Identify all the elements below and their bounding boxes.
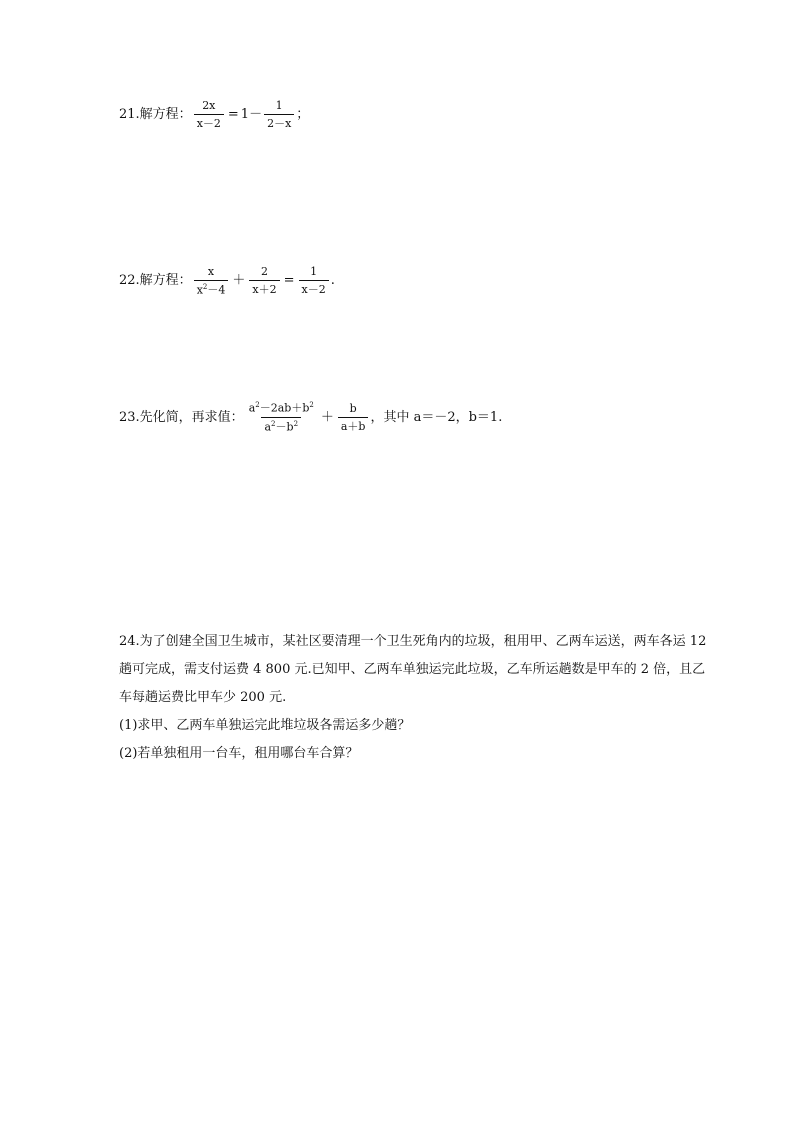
numerator: x — [207, 265, 215, 278]
question-22 — [119, 266, 335, 296]
fraction-x-over-x-squared-minus-4 — [194, 266, 229, 296]
denominator — [261, 417, 301, 433]
numerator: 2x — [202, 99, 216, 112]
fraction-b-over-a-plus-b — [338, 403, 369, 432]
exponent: 2 — [255, 401, 260, 409]
fraction-a2-2ab-b2-over-a2-b2 — [246, 402, 317, 432]
base: x — [196, 283, 203, 297]
base: a — [264, 420, 272, 434]
denominator: 2－x — [264, 114, 294, 129]
fraction-2-over-x-plus-2 — [249, 266, 279, 295]
denominator: x＋2 — [249, 280, 279, 295]
term: －2ab＋b — [259, 401, 310, 415]
condition-text: ，其中 a＝－2，b＝1. — [370, 409, 503, 425]
one-minus: 1－ — [240, 107, 263, 122]
plus-sign: ＋ — [320, 409, 334, 425]
question-21 — [119, 100, 309, 129]
equals-sign: = — [283, 273, 295, 289]
fraction-1-over-2-minus-x — [264, 100, 294, 129]
question-22-label: 22.解方程： — [119, 273, 192, 289]
question-24-part-2: (2)若单独租用一台车，租用哪台车合算？ — [119, 746, 359, 761]
numerator: 2 — [260, 265, 268, 279]
numerator: b — [349, 401, 357, 415]
exponent: 2 — [202, 283, 208, 291]
denominator: a＋b — [338, 417, 369, 432]
plus-sign: ＋ — [232, 273, 246, 289]
fraction-1-over-x-minus-2 — [299, 266, 329, 295]
term: －b — [275, 420, 294, 434]
denominator — [194, 280, 229, 296]
question-23-label: 23.先化简，再求值： — [119, 409, 244, 425]
exponent: 2 — [309, 401, 314, 409]
term: －4 — [207, 283, 226, 297]
exponent: 2 — [271, 419, 276, 428]
exponent: 2 — [293, 419, 299, 428]
equals-sign: = — [227, 107, 239, 122]
end-punctuation: ； — [296, 107, 310, 122]
question-21-label: 21.解方程： — [119, 107, 192, 122]
denominator: x－2 — [194, 114, 224, 129]
base: a — [248, 401, 256, 415]
question-24 — [119, 628, 709, 768]
fraction-2x-over-x-minus-2 — [194, 100, 224, 129]
numerator — [246, 402, 317, 417]
question-23 — [119, 402, 502, 432]
question-24-text: 24.为了创建全国卫生城市，某社区要清理一个卫生死角内的垃圾，租用甲、乙两车运送，两车各运 12 趟可完成，需支付运费 4 800 元.已知甲、乙两车单独运完此垃圾，乙车所运趟数是甲车的 2 倍，且乙车每趟运费比甲车少 200 元. — [119, 634, 707, 705]
denominator: x－2 — [299, 280, 329, 295]
numerator: 1 — [275, 99, 283, 112]
question-24-part-1: (1)求甲、乙两车单独运完此堆垃圾各需运多少趟？ — [119, 718, 411, 733]
numerator: 1 — [310, 265, 318, 279]
end-punctuation: . — [330, 273, 335, 289]
